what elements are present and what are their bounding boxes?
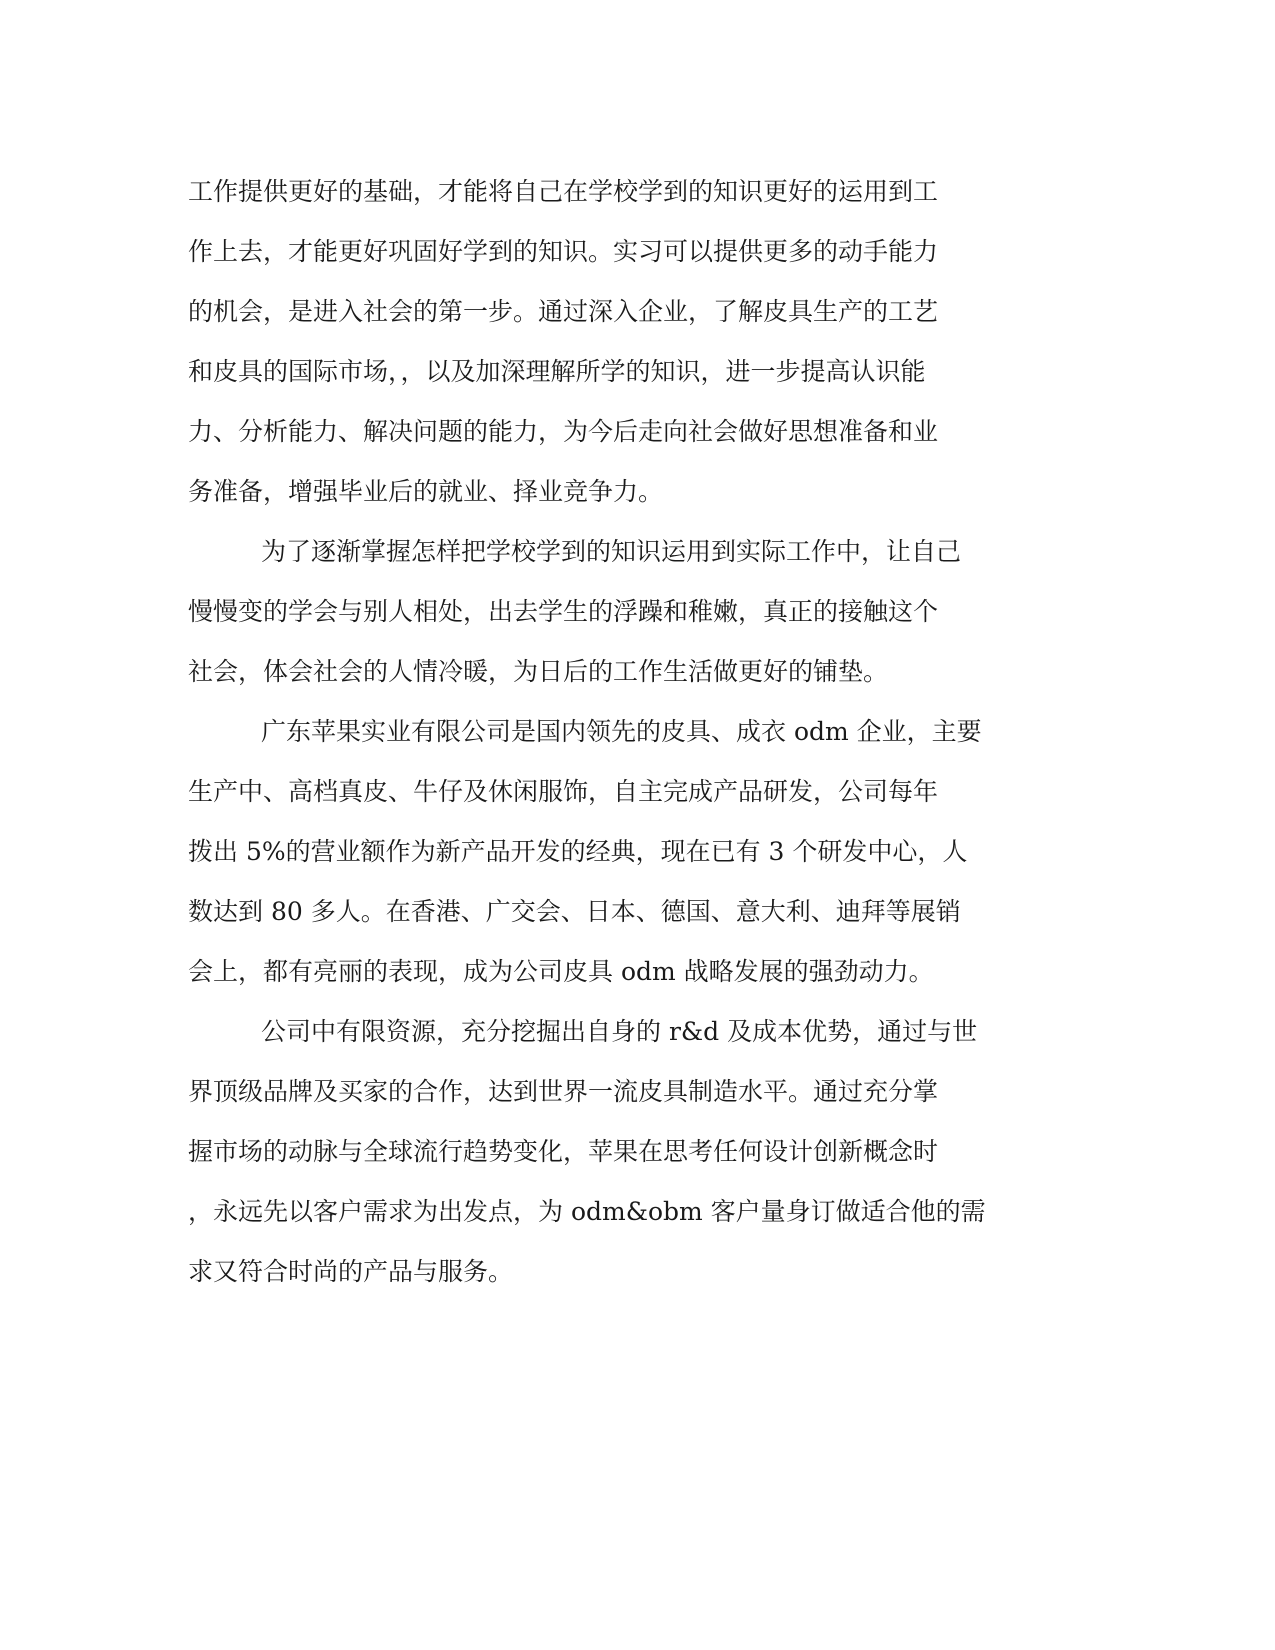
paragraph-line: 数达到 80 多人。在香港、广交会、日本、德国、意大利、迪拜等展销 xyxy=(188,897,961,926)
paragraph-line: 公司中有限资源，充分挖掘出自身的 r&d 及成本优势，通过与世 xyxy=(261,1017,978,1046)
paragraph-line: 握市场的动脉与全球流行趋势变化，苹果在思考任何设计创新概念时 xyxy=(188,1137,939,1166)
paragraph-line: 会上，都有亮丽的表现，成为公司皮具 odm 战略发展的强劲动力。 xyxy=(188,957,934,986)
paragraph-line: 社会，体会社会的人情冷暖，为日后的工作生活做更好的铺垫。 xyxy=(188,657,889,686)
paragraph-line: 工作提供更好的基础，才能将自己在学校学到的知识更好的运用到工 xyxy=(188,177,939,206)
paragraph-line: 界顶级品牌及买家的合作，达到世界一流皮具制造水平。通过充分掌 xyxy=(188,1077,939,1106)
paragraph-line: 的机会，是进入社会的第一步。通过深入企业，了解皮具生产的工艺 xyxy=(188,297,939,326)
paragraph-line: ，永远先以客户需求为出发点，为 odm&obm 客户量身订做适合他的需 xyxy=(188,1197,986,1226)
paragraph-line: 广东苹果实业有限公司是国内领先的皮具、成衣 odm 企业，主要 xyxy=(261,717,982,746)
paragraph-line: 求又符合时尚的产品与服务。 xyxy=(188,1257,514,1286)
paragraph-line: 拨出 5%的营业额作为新产品开发的经典，现在已有 3 个研发中心，人 xyxy=(188,837,968,866)
paragraph-line: 力、分析能力、解决问题的能力，为今后走向社会做好思想准备和业 xyxy=(188,417,939,446)
paragraph-line: 和皮具的国际市场，，以及加深理解所学的知识，进一步提高认识能 xyxy=(188,357,926,386)
paragraph-line: 为了逐渐掌握怎样把学校学到的知识运用到实际工作中，让自己 xyxy=(261,537,962,566)
paragraph-line: 作上去，才能更好巩固好学到的知识。实习可以提供更多的动手能力 xyxy=(188,237,939,266)
paragraph-line: 生产中、高档真皮、牛仔及休闲服饰，自主完成产品研发，公司每年 xyxy=(188,777,939,806)
document-body xyxy=(188,162,1088,1302)
paragraph-3 xyxy=(188,702,1088,1002)
paragraph-line: 慢慢变的学会与别人相处，出去学生的浮躁和稚嫩，真正的接触这个 xyxy=(188,597,939,626)
paragraph-1 xyxy=(188,162,1088,522)
paragraph-4 xyxy=(188,1002,1088,1302)
paragraph-2 xyxy=(188,522,1088,702)
paragraph-line: 务准备，增强毕业后的就业、择业竞争力。 xyxy=(188,477,664,506)
